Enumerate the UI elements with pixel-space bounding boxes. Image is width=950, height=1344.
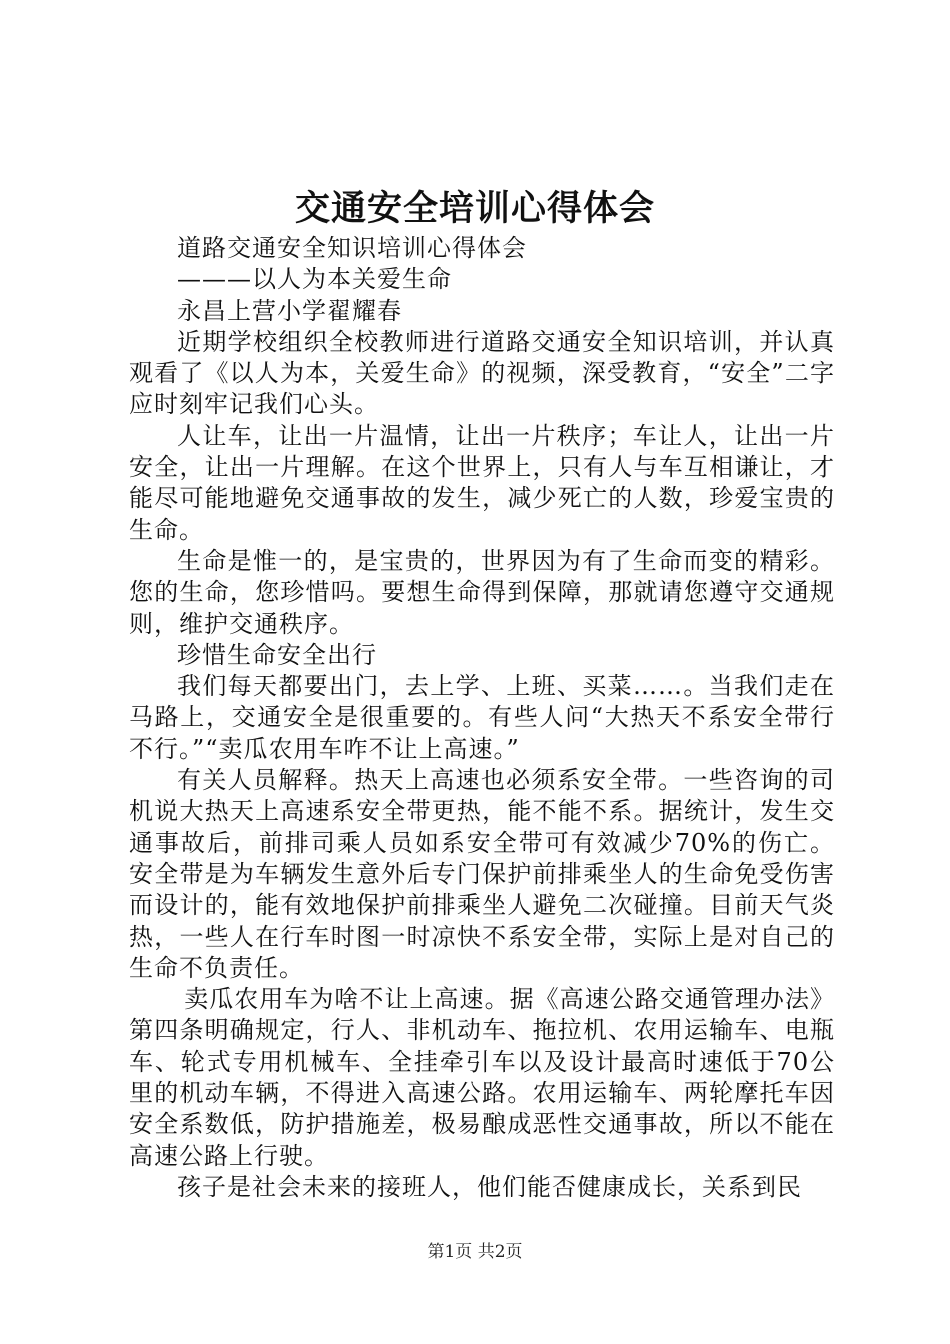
body-paragraph: 有关人员解释。热天上高速也必须系安全带。一些咨询的司机说大热天上高速系安全带更热，能不能不系。据统计，发生交通事故后，前排司乘人员如系安全带可有效减少70%的伤亡。安全带是为车辆发生意外后专门保护前排乘坐人的生命免受伤害而设计的，能有效地保护前排乘坐人避免二次碰撞。目前天气炎热，一些人在行车时图一时凉快不系安全带，实际上是对自己的生命不负责任。 xyxy=(129,766,835,982)
author-line: 永昌上营小学翟耀春 xyxy=(177,296,402,325)
document-body xyxy=(129,233,835,1203)
document-title: 交通安全培训心得体会 xyxy=(294,188,655,229)
body-paragraph: 近期学校组织全校教师进行道路交通安全知识培训，并认真观看了《以人为本，关爱生命》的视频，深受教育，“安全”二字应时刻牢记我们心头。 xyxy=(129,327,835,419)
section-heading: 珍惜生命安全出行 xyxy=(177,640,377,669)
body-paragraph: 孩子是社会未来的接班人，他们能否健康成长，关系到民 xyxy=(177,1172,802,1201)
body-paragraph: 人让车，让出一片温情，让出一片秩序；车让人，让出一片安全，让出一片理解。在这个世界上，只有人与车互相谦让，才能尽可能地避免交通事故的发生，减少死亡的人数，珍爱宝贵的生命。 xyxy=(129,421,835,544)
body-paragraph: 卖瓜农用车为啥不让上高速。据《高速公路交通管理办法》第四条明确规定，行人、非机动车、拖拉机、农用运输车、电瓶车、轮式专用机械车、全挂牵引车以及设计最高时速低于70公里的机动车辆，不得进入高速公路。农用运输车、两轮摩托车因安全系数低，防护措施差，极易酿成恶性交通事故，所以不能在高速公路上行驶。 xyxy=(129,985,835,1170)
page-number-footer: 第1页 共2页 xyxy=(427,1242,523,1262)
subtitle-line: 道路交通安全知识培训心得体会 xyxy=(177,234,527,262)
body-paragraph: 生命是惟一的，是宝贵的，世界因为有了生命而变的精彩。您的生命，您珍惜吗。要想生命得到保障，那就请您遵守交通规则，维护交通秩序。 xyxy=(129,546,835,638)
subtitle-line: ———以人为本关爱生命 xyxy=(177,265,452,294)
body-paragraph: 我们每天都要出门，去上学、上班、买菜……。当我们走在马路上，交通安全是很重要的。有些人问“大热天不系安全带行不行。”“卖瓜农用车咋不让上高速。” xyxy=(129,672,835,763)
